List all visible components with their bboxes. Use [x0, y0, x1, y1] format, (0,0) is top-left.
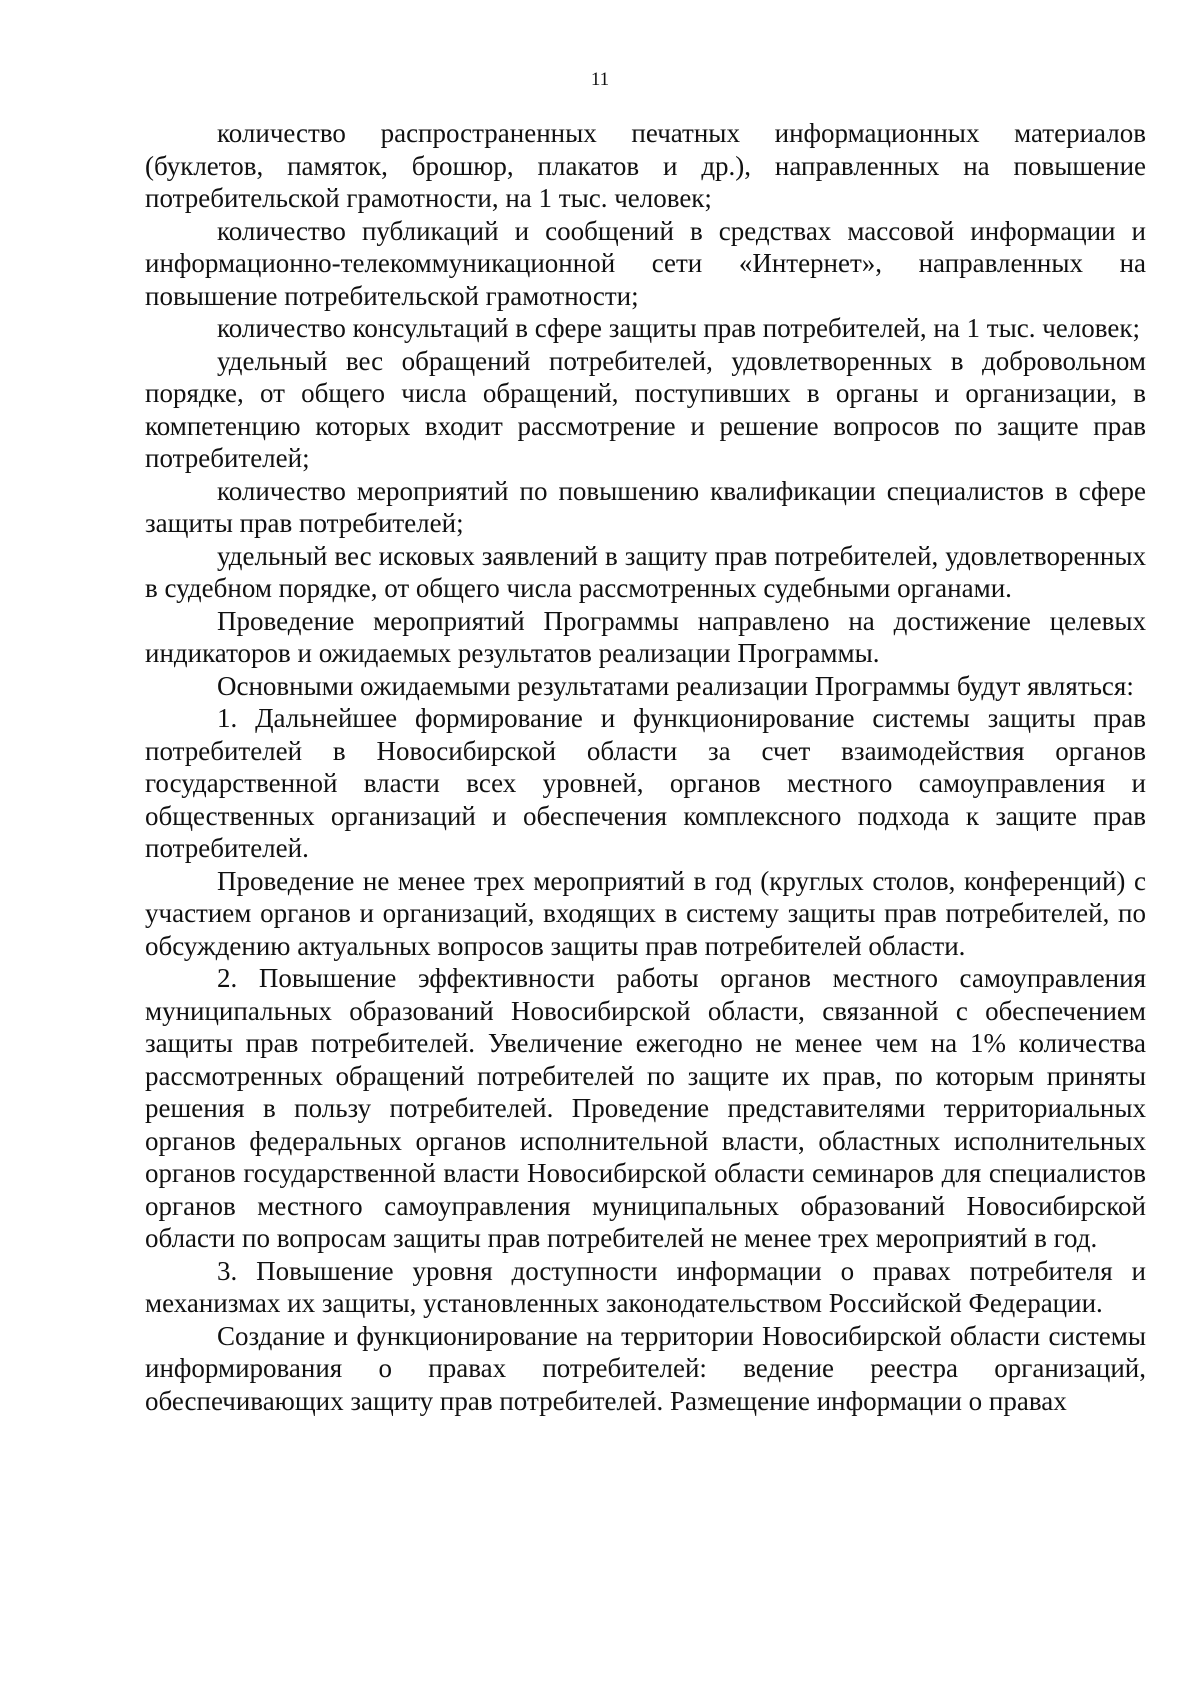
paragraph-indicator-media-publications: количество публикаций и сообщений в средствах массовой информации и информационно-телекоммуникационной сети «Интернет», направленных на повышение потребительской грамотности;: [145, 215, 1146, 311]
paragraph-result-1-events: Проведение не менее трех мероприятий в год (круглых столов, конференций) с участием органов и организаций, входящих в систему защиты прав потребителей, по обсуждению актуальных вопросов защиты прав потребителей области.: [145, 865, 1146, 961]
paragraph-result-3: 3. Повышение уровня доступности информации о правах потребителя и механизмах их защиты, установленных законодательством Российской Федерации.: [145, 1255, 1146, 1318]
paragraph-indicator-printed-materials: количество распространенных печатных информационных материалов (буклетов, памяток, брошюр, плакатов и др.), направленных на повышение потребительской грамотности, на 1 тыс. человек;: [145, 118, 1146, 213]
paragraph-result-2: 2. Повышение эффективности работы органов местного самоуправления муниципальных образований Новосибирской области, связанной с обеспечением защиты прав потребителей. Увеличение ежегодно не менее чем на 1% количества рассмотренных обращений потребителей по защите их прав, по которым приняты решения в пользу потребителей. Проведение представителями территориальных органов федеральных органов исполнительной власти, областных исполнительных органов государственной власти Новосибирской области семинаров для специалистов органов местного самоуправления муниципальных образований Новосибирской области по вопросам защиты прав потребителей не менее трех мероприятий в год.: [145, 963, 1146, 1253]
paragraph-indicator-qualification-events: количество мероприятий по повышению квалификации специалистов в сфере защиты прав потребителей;: [145, 475, 1146, 538]
body-text: [145, 117, 1146, 1417]
paragraph-indicator-court-claims: удельный вес исковых заявлений в защиту прав потребителей, удовлетворенных в судебном порядке, от общего числа рассмотренных судебными органами.: [145, 540, 1146, 603]
paragraph-indicator-consultations: количество консультаций в сфере защиты прав потребителей, на 1 тыс. человек;: [217, 313, 1140, 343]
paragraph-indicator-voluntary-satisfaction: удельный вес обращений потребителей, удовлетворенных в добровольном порядке, от общего числа обращений, поступивших в органы и организации, в компетенцию которых входит рассмотрение и решение вопросов по защите прав потребителей;: [145, 345, 1146, 473]
page-number: 11: [590, 69, 610, 90]
paragraph-information-system: Создание и функционирование на территории Новосибирской области системы информирования о правах потребителей: ведение реестра организаций, обеспечивающих защиту прав потребителей. Размещение информации о правах: [145, 1320, 1146, 1416]
paragraph-expected-results-intro: Основными ожидаемыми результатами реализации Программы будут являться:: [217, 670, 1134, 701]
paragraph-program-activities: Проведение мероприятий Программы направлено на достижение целевых индикаторов и ожидаемых результатов реализации Программы.: [145, 605, 1146, 668]
paragraph-result-1: 1. Дальнейшее формирование и функционирование системы защиты прав потребителей в Новосибирской области за счет взаимодействия органов государственной власти всех уровней, органов местного самоуправления и общественных организаций и обеспечения комплексного подхода к защите прав потребителей.: [145, 703, 1146, 863]
